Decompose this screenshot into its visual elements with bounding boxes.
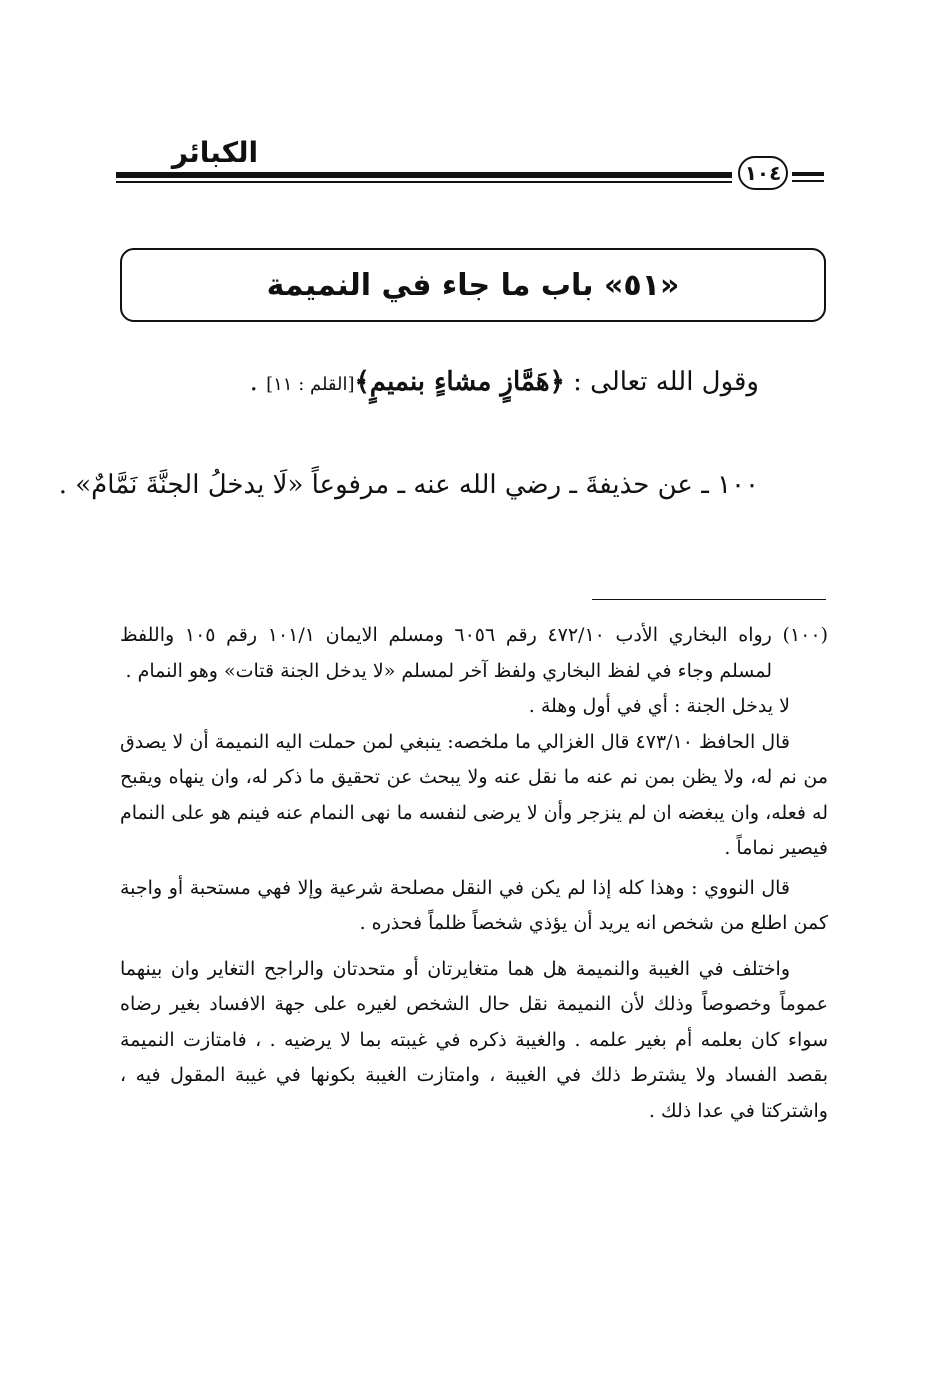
header-rule-thick: [116, 172, 732, 178]
footnote-nawawi: قال النووي : وهذا كله إذا لم يكن في النقل مصلحة شرعية وإلا فهي مستحبة أو واجبة كمن اطلع من شخص انه يريد أن يؤذي شخصاً ظلماً فحذره .: [120, 876, 828, 934]
hadith-line: [59, 467, 759, 503]
quran-verse-line: [250, 364, 759, 403]
running-header-title: الكبائر: [171, 136, 259, 169]
chapter-title: «٥١» باب ما جاء في النميمة: [266, 267, 680, 303]
footnote-ghazali: قال الحافظ ٤٧٣/١٠ قال الغزالي ما ملخصه: ينبغي لمن حملت اليه النميمة أن لا يصدق من نم له، ولا يظن بمن نم عنه ما نقل عنه ولا يبحث عن تحقيق ما ذكر له، وان ينهاه ويقبح له فعله، وان يبغضه ان لم ينزجر وأن لا يرضى لنفسه ما نهى النمام عنه فينم هو على النمام فيصير نماماً .: [120, 730, 828, 859]
header-rule-right-upper: [792, 172, 824, 176]
verse-intro: وقول الله تعالى :: [573, 367, 759, 397]
header-rule-thin: [116, 181, 732, 183]
footnotes-block: [120, 618, 828, 1129]
header-rule-right-lower: [792, 180, 824, 182]
verse-end: .: [249, 367, 267, 397]
hadith-text: ـ عن حذيفةَ ـ رضي الله عنه ـ مرفوعاً «لَا يدخلُ الجنَّةَ نَمَّامٌ» .: [58, 470, 709, 500]
verse-text: ﴿هَمَّازٍ مشاءٍ بنميمٍ﴾: [354, 367, 565, 397]
footnote-gloss: لا يدخل الجنة : أي في أول وهلة .: [528, 695, 790, 717]
hadith-number: ١٠٠: [717, 470, 759, 500]
verse-reference: [القلم : ١١]: [266, 374, 355, 395]
footnote-separator: [592, 599, 826, 600]
footnote-ikhtilaf: واختلف في الغيبة والنميمة هل هما متغايرتان أو متحدتان والراجح التغاير وان بينهما عموماً وخصوصاً وذلك لأن النميمة نقل حال الشخص لغيره على جهة الافساد بغير رضاه سواء كان بعلمه أم بغير علمه . والغيبة ذكره في غيبته بما لا يرضيه . ، فامتازت النميمة بقصد الفساد ولا يشترط ذلك في الغيبة ، وامتازت الغيبة بكونها في غيبة المقول فيه ، واشتركتا في عدا ذلك .: [120, 957, 828, 1122]
footnote-takhrij: (١٠٠) رواه البخاري الأدب ٤٧٢/١٠ رقم ٦٠٥٦ ومسلم الايمان ١٠١/١ رقم ١٠٥ واللفظ لمسلم وجاء في لفظ البخاري ولفظ آخر لمسلم «لا يدخل الجنة قتات» وهو النمام .: [120, 624, 828, 682]
chapter-title-box: [120, 248, 826, 322]
page-number-badge: ١٠٤: [738, 156, 788, 190]
